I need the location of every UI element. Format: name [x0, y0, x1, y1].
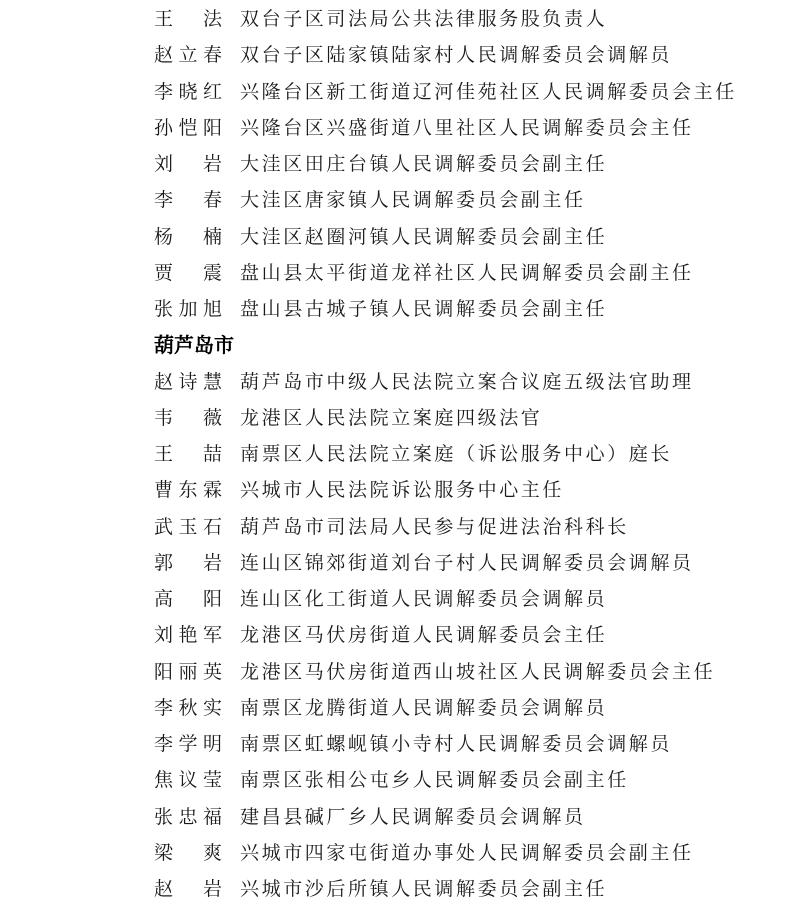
- person-name: [154, 364, 222, 400]
- name-char: 王: [154, 443, 174, 465]
- person-name: [154, 110, 222, 146]
- name-char: 春: [202, 189, 222, 212]
- name-char: 晓: [178, 80, 198, 103]
- name-char: 恺: [178, 116, 198, 139]
- person-name: [154, 400, 222, 436]
- name-char: 莹: [202, 769, 222, 792]
- person-name: [154, 726, 222, 762]
- name-char: 张: [154, 298, 174, 320]
- name-char: 岩: [202, 551, 222, 574]
- name-char: 震: [202, 261, 222, 284]
- name-char: 慧: [202, 370, 222, 393]
- person-name: [154, 37, 222, 73]
- name-char: 赵: [154, 370, 174, 393]
- person-name: [154, 799, 222, 835]
- person-title: 南票区人民法院立案庭（诉讼服务中心）庭长: [240, 443, 673, 465]
- person-name: [154, 74, 222, 110]
- person-name: [154, 1, 222, 37]
- person-title: 双台子区司法局公共法律服务股负责人: [240, 8, 608, 30]
- name-char: 阳: [202, 116, 222, 139]
- name-char: 喆: [202, 443, 222, 465]
- name-char: 梁: [154, 841, 174, 864]
- name-char: 实: [202, 696, 222, 719]
- person-name: [154, 146, 222, 182]
- name-char: 岩: [202, 153, 222, 175]
- name-char: 刘: [154, 153, 174, 175]
- name-char: 薇: [202, 406, 222, 429]
- name-char: 福: [202, 805, 222, 828]
- person-title: 南票区龙腾街道人民调解委员会调解员: [240, 696, 608, 719]
- person-title: 龙港区人民法院立案庭四级法官: [240, 406, 543, 429]
- name-char: 英: [202, 660, 222, 683]
- name-char: 楠: [202, 225, 222, 248]
- person-title: 南票区虹螺岘镇小寺村人民调解委员会调解员: [240, 733, 673, 755]
- name-char: 秋: [178, 696, 198, 719]
- name-char: 诗: [178, 370, 198, 393]
- name-char: 艳: [178, 624, 198, 647]
- person-name: [154, 690, 222, 726]
- name-char: 李: [154, 733, 174, 755]
- person-title: 兴城市人民法院诉讼服务中心主任: [240, 479, 565, 502]
- person-title: 葫芦岛市司法局人民参与促进法治科科长: [240, 515, 629, 538]
- name-char: 高: [154, 588, 174, 610]
- person-name: [154, 871, 222, 907]
- name-char: 李: [154, 80, 174, 103]
- name-char: 曹: [154, 479, 174, 502]
- name-char: 春: [202, 44, 222, 67]
- name-char: 赵: [154, 878, 174, 900]
- person-title: 大洼区田庄台镇人民调解委员会副主任: [240, 153, 608, 175]
- person-title: 兴城市四家屯街道办事处人民调解委员会副主任: [240, 841, 694, 864]
- person-name: [154, 436, 222, 472]
- section-heading: 葫芦岛市: [154, 333, 234, 358]
- person-name: [154, 182, 222, 218]
- person-title: 大洼区唐家镇人民调解委员会副主任: [240, 189, 586, 212]
- name-char: 爽: [202, 841, 222, 864]
- name-char: 法: [202, 8, 222, 30]
- name-char: 王: [154, 8, 174, 30]
- name-char: 东: [178, 479, 198, 502]
- name-char: 石: [202, 515, 222, 538]
- name-char: 学: [178, 733, 198, 755]
- person-name: [154, 545, 222, 581]
- name-char: 郭: [154, 551, 174, 574]
- person-name: [154, 219, 222, 255]
- name-char: 贾: [154, 261, 174, 284]
- name-char: 旭: [202, 298, 222, 320]
- name-char: 赵: [154, 44, 174, 67]
- person-name: [154, 762, 222, 798]
- name-char: 韦: [154, 406, 174, 429]
- person-name: [154, 472, 222, 508]
- person-title: 龙港区马伏房街道人民调解委员会主任: [240, 624, 608, 647]
- person-name: [154, 654, 222, 690]
- name-char: 立: [178, 44, 198, 67]
- person-title: 南票区张相公屯乡人民调解委员会副主任: [240, 769, 629, 792]
- person-name: [154, 291, 222, 327]
- person-title: 建昌县碱厂乡人民调解委员会调解员: [240, 805, 586, 828]
- name-char: 岩: [202, 878, 222, 900]
- name-char: 阳: [154, 660, 174, 683]
- name-char: 丽: [178, 660, 198, 683]
- person-title: 双台子区陆家镇陆家村人民调解委员会调解员: [240, 44, 673, 67]
- name-char: 忠: [178, 805, 198, 828]
- name-char: 红: [202, 80, 222, 103]
- name-char: 明: [202, 733, 222, 755]
- person-name: [154, 835, 222, 871]
- name-char: 军: [202, 624, 222, 647]
- name-char: 李: [154, 189, 174, 212]
- name-char: 武: [154, 515, 174, 538]
- person-name: [154, 617, 222, 653]
- person-title: 兴隆台区兴盛街道八里社区人民调解委员会主任: [240, 116, 694, 139]
- person-title: 葫芦岛市中级人民法院立案合议庭五级法官助理: [240, 370, 694, 393]
- person-title: 连山区锦郊街道刘台子村人民调解委员会调解员: [240, 551, 694, 574]
- person-title: 龙港区马伏房街道西山坡社区人民调解委员会主任: [240, 660, 716, 683]
- person-title: 兴隆台区新工街道辽河佳苑社区人民调解委员会主任: [240, 80, 737, 103]
- name-char: 刘: [154, 624, 174, 647]
- person-name: [154, 509, 222, 545]
- person-title: 盘山县太平街道龙祥社区人民调解委员会副主任: [240, 261, 694, 284]
- name-char: 加: [178, 298, 198, 320]
- name-char: 张: [154, 805, 174, 828]
- name-char: 霖: [202, 479, 222, 502]
- person-title: 连山区化工街道人民调解委员会调解员: [240, 588, 608, 610]
- person-title: 盘山县古城子镇人民调解委员会副主任: [240, 298, 608, 320]
- person-name: [154, 581, 222, 617]
- name-char: 议: [178, 769, 198, 792]
- name-char: 焦: [154, 769, 174, 792]
- name-char: 孙: [154, 116, 174, 139]
- name-char: 李: [154, 696, 174, 719]
- person-title: 兴城市沙后所镇人民调解委员会副主任: [240, 878, 608, 900]
- person-name: [154, 255, 222, 291]
- name-char: 玉: [178, 515, 198, 538]
- person-title: 大洼区赵圈河镇人民调解委员会副主任: [240, 225, 608, 248]
- name-char: 阳: [202, 588, 222, 610]
- name-char: 杨: [154, 225, 174, 248]
